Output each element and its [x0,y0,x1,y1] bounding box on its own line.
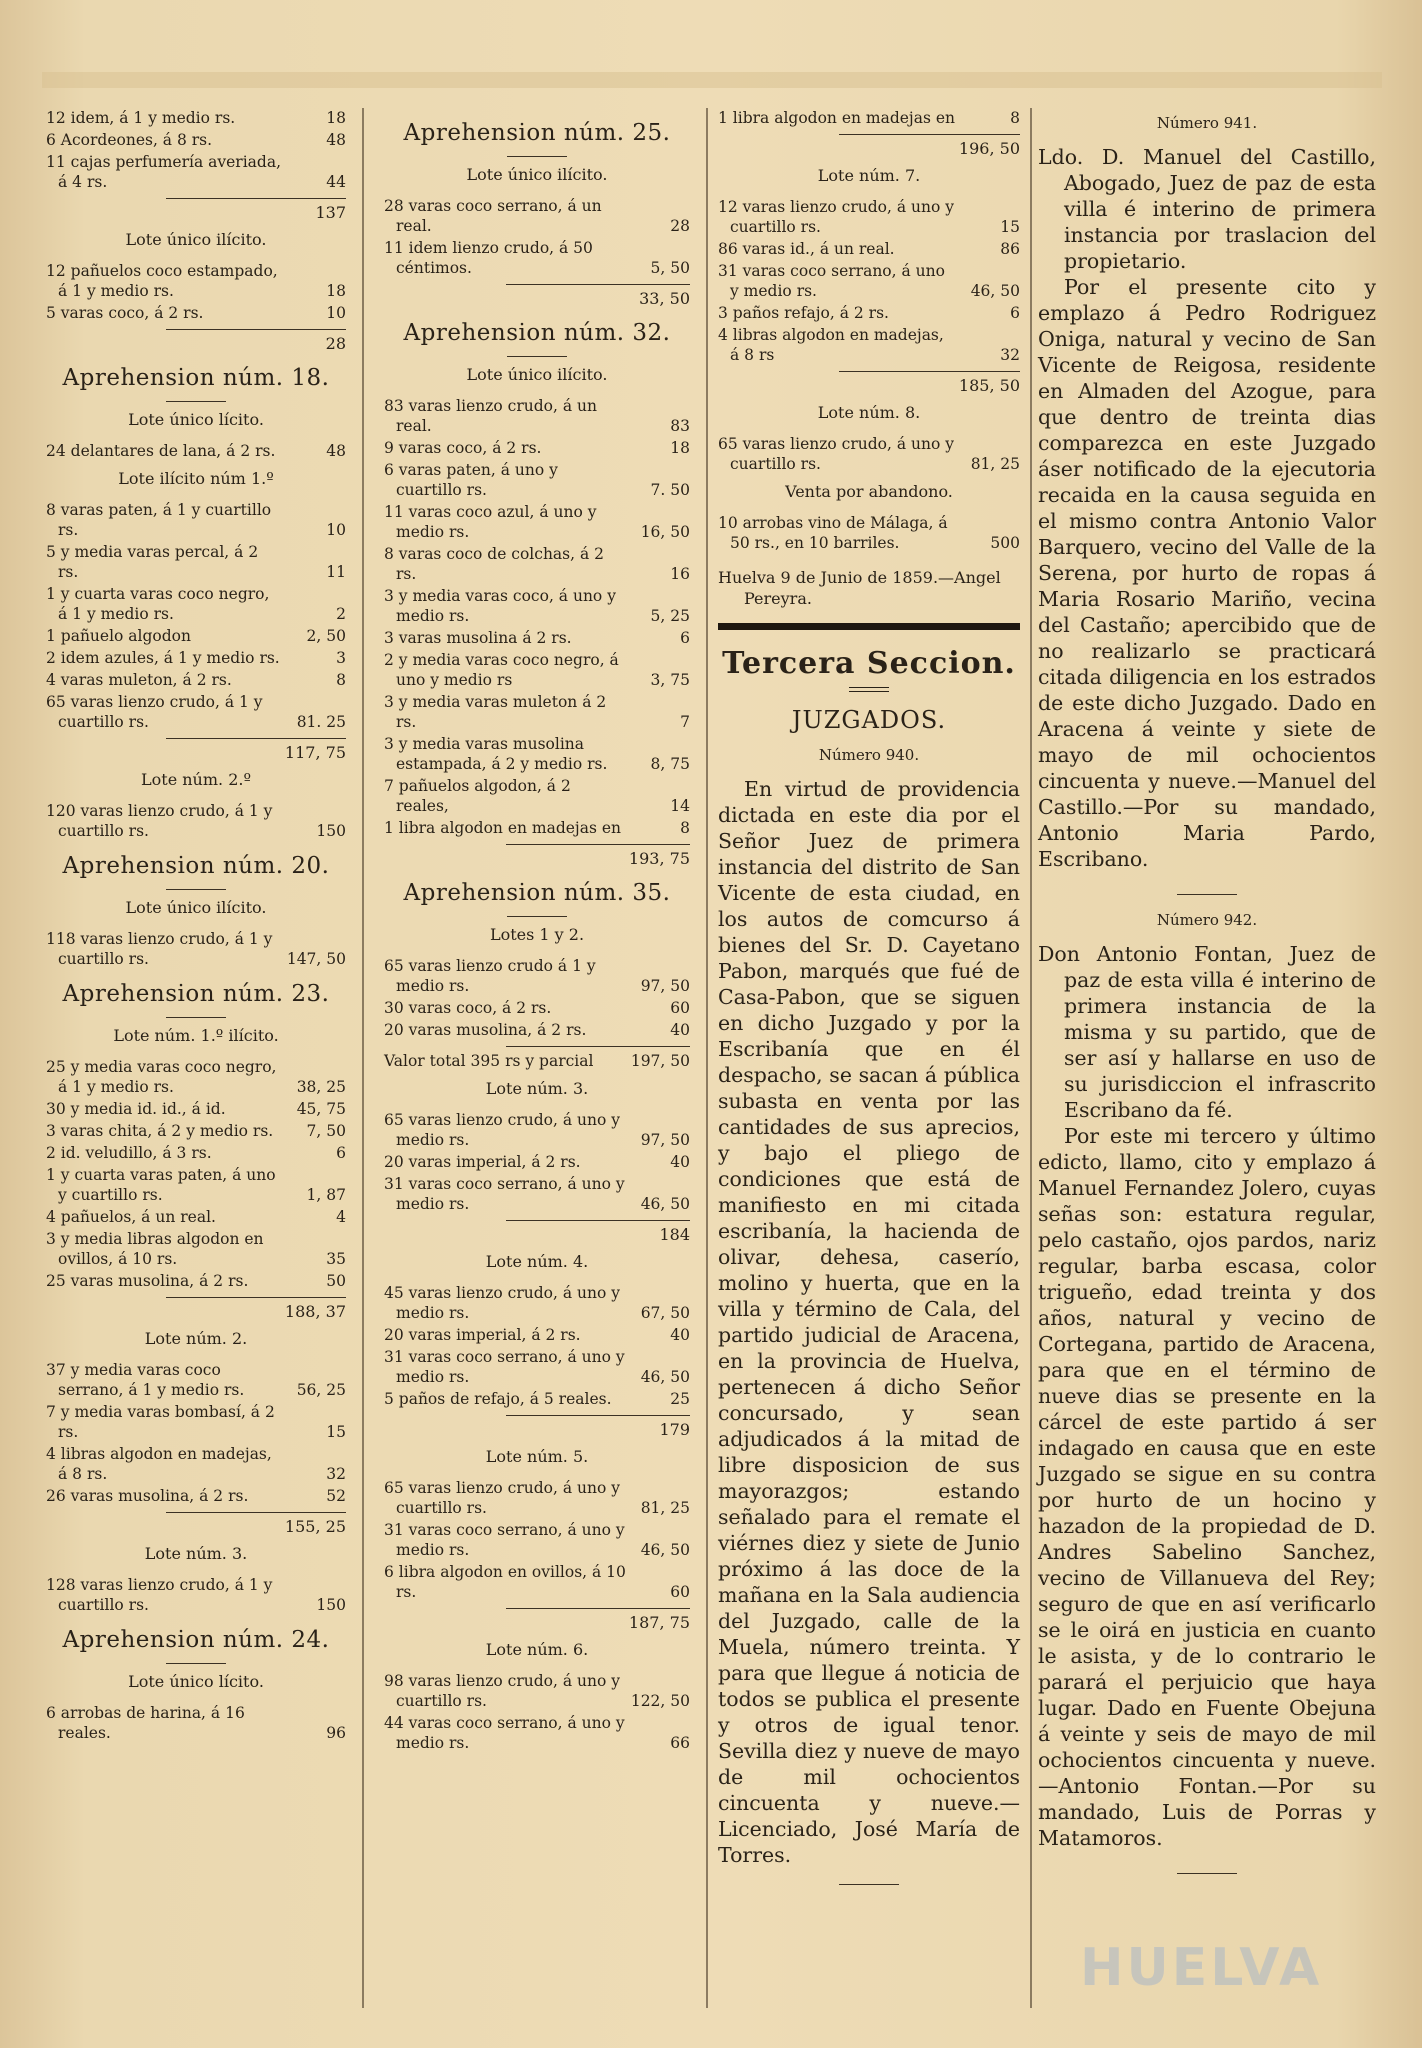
item-value: 67, 50 [640,1304,690,1322]
list-item [46,130,346,150]
item-description: 3 y media varas muleton á 2 rs. [384,693,607,731]
item-value: 60 [670,999,690,1017]
item-description: 1 pañuelo algodon [46,627,191,645]
list-item [384,1671,690,1711]
list-item [46,1121,346,1141]
item-description: 31 varas coco serrano, á uno y medio rs. [718,262,945,300]
lote-heading: Lote único ilícito. [125,230,267,249]
title-rule [166,1663,226,1664]
notice-body: Por este mi tercero y último edicto, llamo, cito y emplazo á Manuel Fernandez Jolero, cuyas señas son: estatura regular, pelo castaño, ojos pardos, nariz regular, barba escasa, color trigueño, edad treinta y dos años, natural y vecino de Cortegana, partido de Aracena, para que en el término de nueve dias se presente en la cárcel de este partido á ser indagado en causa que en este Juzgado se sigue en su contra por hurto de un hocino y hazadon de la propiedad de D. Andres Sabelino Sanchez, vecino de Villanueva del Rey; seguro de que en así verificarlo se le oirá en justicia en cuanto le asista, y de lo contrario le parará el perjuicio que haya lugar. Dado en Fuente Obejuna á veinte y seis de mayo de mil ochocientos cincuenta y nueve.—Antonio Fontan.—Por su mandado, Luis de Porras y Matamoros. [1038,1124,1376,1850]
item-value: 48 [326,442,346,460]
list-item [384,1562,690,1602]
list-item [46,801,346,841]
section-rule [718,623,1020,630]
list-item [384,1478,690,1518]
notice-body: En virtud de providencia dictada en este dia por el Señor Juez de primera instancia del distrito de San Vicente de esta ciudad, en los autos de comcurso á bienes del Sr. D. Cayetano Pabon, marqués que fué de Casa-Pabon, que se siguen en dicho Juzgado y por la Escribanía que en él despacho, se sacan á pública subasta en venta por las cantidades de sus aprecios, y bajo el pliego de condiciones que está de manifiesto en mi citada escribanía, la hacienda de olivar, dehesa, caserío, molino y huerta, que en la villa y término de Cala, del partido judicial de Aracena, en la provincia de Huelva, pertenecen á dicho Señor concursado, y sean adjudicados á la mitad de libre disposicion de sus mayorazgos; estando señalado para el remate el viérnes diez y siete de Junio próximo á las doce de la mañana en la Sala audiencia del Juzgado, calle de la Muela, número treinta. Y para que llegue á noticia de todos se publica el presente y otros de igual tenor. Sevilla diez y nueve de mayo de mil ochocientos cincuenta y nueve.—Licenciado, José María de Torres. [718,777,1020,1867]
list-item [718,261,1020,301]
item-value: 66 [670,1734,690,1752]
item-value: 10 [326,304,346,322]
lote-heading: Lote núm. 1.º ilícito. [113,1026,279,1045]
list-item [46,1402,346,1442]
lote-heading: Lote núm. 2.º [141,770,251,789]
list-item [718,513,1020,553]
item-description: 30 y media id. id., á id. [46,1100,226,1118]
item-value: 16, 50 [640,523,690,541]
list-item [384,196,690,236]
item-value: 2, 50 [306,627,346,645]
double-rule [849,687,889,692]
notice-number: Número 940. [818,746,920,764]
end-rule [1177,1873,1237,1874]
lote-heading: Lote único ilícito. [125,898,267,917]
aprehension-title: Aprehension núm. 20. [62,853,330,879]
item-value: 46, 50 [640,1195,690,1213]
dateline: Huelva 9 de Junio de 1859.—Angel Pereyra. [718,568,1001,608]
item-value: 48 [326,131,346,149]
column-4 [1038,108,1376,1874]
item-description: 45 varas lienzo crudo, á uno y medio rs. [384,1284,621,1322]
item-description: 128 varas lienzo crudo, á 1 y cuartillo rs. [46,1576,273,1614]
item-description: 8 varas paten, á 1 y cuartillo rs. [46,501,272,539]
item-value: 44 [326,173,346,191]
list-item [46,648,346,668]
title-rule [166,889,226,890]
sum-rule [166,738,346,739]
sum-rule [506,1415,690,1416]
subtotal: 33, 50 [639,289,690,308]
item-description: 2 y media varas coco negro, á uno y medio rs [384,651,619,689]
list-item [46,1165,346,1205]
item-description: 3 y media varas coco, á uno y medio rs. [384,587,616,625]
list-item [384,818,690,838]
list-item [46,261,346,301]
item-value: 97, 50 [640,977,690,995]
list-item [718,325,1020,365]
item-value: 81. 25 [296,713,346,731]
item-value: 2 [336,605,346,623]
title-rule [507,356,567,357]
item-description: 1 y cuarta varas paten, á uno y cuartillo rs. [46,1166,276,1204]
item-value: 60 [670,1583,690,1601]
item-description: 20 varas imperial, á 2 rs. [384,1326,581,1344]
item-value: 45, 75 [296,1100,346,1118]
item-description: 25 y media varas coco negro, á 1 y medio rs. [46,1058,277,1096]
list-item [384,1152,690,1172]
item-value: 32 [326,1465,346,1483]
item-description: 28 varas coco serrano, á un real. [384,197,602,235]
item-description: 1 libra algodon en madejas en [384,819,622,837]
subtotal: 28 [325,334,346,353]
item-description: 1 y cuarta varas coco negro, á 1 y medio rs. [46,585,270,623]
list-item [718,434,1020,474]
item-value: 81, 25 [970,455,1020,473]
list-item [384,544,690,584]
list-item [46,1703,346,1743]
item-description: 4 varas muleton, á 2 rs. [46,671,232,689]
item-description: 1 libra algodon en madejas en [718,109,956,127]
item-description: 3 varas musolina á 2 rs. [384,629,572,647]
item-value: 8, 75 [650,755,690,773]
list-item [384,1174,690,1214]
list-item [46,670,346,690]
item-value: 96 [326,1724,346,1742]
lote-heading: Lote núm. 8. [817,403,921,422]
item-description: Valor total 395 rs y parcial [384,1052,594,1070]
item-description: 25 varas musolina, á 2 rs. [46,1272,249,1290]
notice-number: Número 941. [1156,114,1258,132]
list-item [384,1389,690,1409]
list-item [46,108,346,128]
item-value: 150 [316,822,346,840]
sum-rule [166,1512,346,1513]
subtotal: 155, 25 [284,1517,346,1536]
item-description: 44 varas coco serrano, á uno y medio rs. [384,1714,625,1752]
item-value: 1, 87 [306,1186,346,1204]
item-value: 32 [1000,346,1020,364]
lote-heading: Lote núm. 5. [485,1447,589,1466]
list-item [46,1271,346,1291]
item-description: 3 paños refajo, á 2 rs. [718,304,889,322]
item-value: 86 [1000,240,1020,258]
column-3 [718,108,1020,1893]
column-divider [1030,108,1032,2008]
sum-rule [166,198,346,199]
item-description: 3 y media varas musolina estampada, á 2 y medio rs. [384,735,608,773]
list-item [384,692,690,732]
lote-heading: Lote ilícito núm 1.º [118,469,274,488]
list-item [718,197,1020,237]
item-description: 6 libra algodon en ovillos, á 10 rs. [384,1563,626,1601]
item-value: 7, 50 [306,1122,346,1140]
list-item [46,584,346,624]
list-item [384,396,690,436]
lote-heading: Lote único ilícito. [466,365,608,384]
item-description: 31 varas coco serrano, á uno y medio rs. [384,1521,625,1559]
item-description: 12 pañuelos coco estampado, á 1 y medio rs. [46,262,278,300]
sum-rule [506,1046,690,1047]
item-description: 120 varas lienzo crudo, á 1 y cuartillo rs. [46,802,273,840]
item-description: 65 varas lienzo crudo, á uno y cuartillo rs. [718,435,955,473]
list-item [46,152,346,192]
item-value: 10 [326,521,346,539]
aprehension-title: Aprehension núm. 23. [62,981,330,1007]
item-description: 4 pañuelos, á un real. [46,1208,216,1226]
section-heading: JUZGADOS. [791,706,947,734]
list-item [718,239,1020,259]
list-item [384,776,690,816]
item-description: 3 y media libras algodon en ovillos, á 10 rs. [46,1230,264,1268]
item-value: 11 [326,563,346,581]
item-description: 37 y media varas coco serrano, á 1 y medio rs. [46,1361,245,1399]
list-item [46,692,346,732]
item-value: 40 [670,1153,690,1171]
list-item [46,1486,346,1506]
lote-heading: Lote núm. 3. [485,1079,589,1098]
paper-fold-shadow [42,72,1382,88]
item-value: 8 [1010,109,1020,127]
item-value: 6 [1010,304,1020,322]
sum-rule [839,134,1020,135]
subtotal: 188, 37 [284,1302,346,1321]
column-1-list [46,108,346,1745]
sum-rule [506,284,690,285]
item-value: 6 [336,1144,346,1162]
item-description: 10 arrobas vino de Málaga, á 50 rs., en 10 barriles. [718,514,948,552]
notice-heading: Ldo. D. Manuel del Castillo, Abogado, Juez de paz de esta villa é interino de primera instancia por traslacion del propietario. [1038,145,1376,273]
item-value: 28 [670,217,690,235]
list-item [384,586,690,626]
item-value: 3 [336,649,346,667]
item-value: 7. 50 [650,481,690,499]
item-value: 38, 25 [296,1078,346,1096]
title-rule [166,1017,226,1018]
list-item [46,626,346,646]
item-description: 12 varas lienzo crudo, á uno y cuartillo rs. [718,198,955,236]
item-description: 98 varas lienzo crudo, á uno y cuartillo rs. [384,1672,621,1710]
item-description: 5 y media varas percal, á 2 rs. [46,543,259,581]
item-description: 31 varas coco serrano, á uno y medio rs. [384,1175,625,1213]
item-description: 7 y media varas bombasí, á 2 rs. [46,1403,275,1441]
item-description: 7 pañuelos algodon, á 2 reales, [384,777,571,815]
item-description: 26 varas musolina, á 2 rs. [46,1487,249,1505]
list-item [384,1520,690,1560]
list-item [46,1444,346,1484]
aprehension-title: Aprehension núm. 18. [62,365,330,391]
item-description: 65 varas lienzo crudo, á uno y medio rs. [384,1111,621,1149]
list-item [46,441,346,461]
list-item [384,734,690,774]
item-description: 2 idem azules, á 1 y medio rs. [46,649,280,667]
item-value: 15 [1000,218,1020,236]
lote-heading: Lotes 1 y 2. [489,925,585,944]
list-item [384,502,690,542]
item-value: 46, 50 [970,282,1020,300]
item-description: 9 varas coco, á 2 rs. [384,439,542,457]
item-description: 31 varas coco serrano, á uno y medio rs. [384,1348,625,1386]
list-item [46,1207,346,1227]
column-divider [362,108,364,2008]
item-value: 40 [670,1326,690,1344]
item-value: 16 [670,565,690,583]
item-value: 46, 50 [640,1368,690,1386]
subtotal: 179 [659,1420,690,1439]
subtotal: 185, 50 [958,376,1020,395]
list-item [46,1360,346,1400]
list-item [46,1229,346,1269]
item-description: 5 varas coco, á 2 rs. [46,304,204,322]
list-item [384,628,690,648]
sum-rule [839,371,1020,372]
subtotal: 193, 75 [628,849,690,868]
item-value: 147, 50 [286,950,346,968]
sum-rule [506,1608,690,1609]
aprehension-title: Aprehension núm. 24. [62,1627,330,1653]
item-value: 8 [336,671,346,689]
list-item [384,1110,690,1150]
item-value: 500 [990,534,1020,552]
list-item [46,303,346,323]
subtotal: 117, 75 [284,743,346,762]
item-description: 6 varas paten, á uno y cuartillo rs. [384,461,558,499]
item-value: 56, 25 [296,1381,346,1399]
item-value: 52 [326,1487,346,1505]
item-value: 40 [670,1021,690,1039]
item-description: 11 idem lienzo crudo, á 50 céntimos. [384,239,593,277]
item-value: 50 [326,1272,346,1290]
list-item [384,1347,690,1387]
item-description: 118 varas lienzo crudo, á 1 y cuartillo rs. [46,930,273,968]
list-item [384,1713,690,1753]
list-item [384,650,690,690]
item-description: 6 arrobas de harina, á 16 reales. [46,1704,245,1742]
lote-heading: Lote núm. 4. [485,1252,589,1271]
item-value: 25 [670,1390,690,1408]
sum-rule [506,844,690,845]
notice-number: Número 942. [1156,911,1258,929]
end-rule [839,1884,899,1885]
lote-heading: Lote núm. 3. [144,1544,248,1563]
item-description: 5 paños de refajo, á 5 reales. [384,1390,612,1408]
subtotal: 187, 75 [628,1613,690,1632]
list-item [384,238,690,278]
item-description: 24 delantares de lana, á 2 rs. [46,442,276,460]
section-title: Tercera Seccion. [722,646,1016,681]
title-rule [507,156,567,157]
list-item [384,460,690,500]
column-3-list [718,108,1020,553]
list-item [46,1143,346,1163]
lote-heading: Lote único ilícito. [466,165,608,184]
notice-heading: Don Antonio Fontan, Juez de paz de esta villa é interino de primera instancia de la misma y su partido, que de ser así y hallarse en uso de su jurisdiccion el infrascrito Escribano da fé. [1038,942,1376,1122]
end-rule [1177,894,1237,895]
lote-heading: Venta por abandono. [785,482,953,501]
list-item [46,1575,346,1615]
item-value: 18 [670,439,690,457]
item-description: 4 libras algodon en madejas, á 8 rs [718,326,944,364]
item-value: 5, 25 [650,607,690,625]
aprehension-title: Aprehension núm. 25. [403,120,671,146]
item-value: 83 [670,417,690,435]
list-item [384,956,690,996]
aprehension-title: Aprehension núm. 35. [403,880,671,906]
item-value: 97, 50 [640,1131,690,1149]
title-rule [507,916,567,917]
item-description: 11 varas coco azul, á uno y medio rs. [384,503,597,541]
subtotal: 137 [315,203,346,222]
list-item [718,108,1020,128]
item-description: 20 varas imperial, á 2 rs. [384,1153,581,1171]
item-description: 12 idem, á 1 y medio rs. [46,109,236,127]
subtotal: 196, 50 [958,139,1020,158]
item-description: 86 varas id., á un real. [718,240,895,258]
list-item [384,998,690,1018]
item-description: 11 cajas perfumería averiada, á 4 rs. [46,153,281,191]
lote-heading: Lote núm. 7. [817,166,921,185]
sum-rule [166,329,346,330]
column-2-list [384,108,690,1755]
item-value: 122, 50 [630,1692,690,1710]
notice-body: Por el presente cito y emplazo á Pedro Rodriguez Oniga, natural y vecino de San Vicente de Reigosa, residente en Almaden del Azogue, para que dentro de treinta dias comparezca en este Juzgado áser notificado de la ejecutoria recaida en la causa seguida en el mismo contra Antonio Valor Barquero, vecino del Valle de la Serena, por hurto de ropas á Maria Rosario Mariño, vecina del Castaño; apercibido que de no realizarlo se practicará citada diligencia en los estrados de este dicho Juzgado. Dado en Aracena á veinte y siete de mayo de mil ochocientos cincuenta y nueve.—Manuel del Castillo.—Por su mandado, Antonio Maria Pardo, Escribano. [1038,275,1376,871]
list-item [46,929,346,969]
item-value: 150 [316,1596,346,1614]
sum-rule [506,1220,690,1221]
list-item [384,1020,690,1040]
sum-rule [166,1297,346,1298]
item-value: 46, 50 [640,1541,690,1559]
list-item [718,303,1020,323]
item-description: 3 varas chita, á 2 y medio rs. [46,1122,274,1140]
list-item [46,500,346,540]
list-item [46,542,346,582]
item-description: 83 varas lienzo crudo, á un real. [384,397,597,435]
list-item [384,438,690,458]
item-description: 4 libras algodon en madejas, á 8 rs. [46,1445,272,1483]
item-value: 6 [680,629,690,647]
item-description: 20 varas musolina, á 2 rs. [384,1021,587,1039]
item-description: 8 varas coco de colchas, á 2 rs. [384,545,605,583]
watermark: HUELVA [1080,1938,1323,1998]
item-description: 30 varas coco, á 2 rs. [384,999,552,1017]
lote-heading: Lote núm. 6. [485,1640,589,1659]
item-value: 197, 50 [630,1052,690,1070]
list-item [46,1057,346,1097]
list-item [384,1051,690,1071]
item-value: 7 [680,713,690,731]
item-value: 14 [670,797,690,815]
item-description: 6 Acordeones, á 8 rs. [46,131,213,149]
subtotal: 184 [659,1225,690,1244]
aprehension-title: Aprehension núm. 32. [403,320,671,346]
item-value: 8 [680,819,690,837]
lote-heading: Lote núm. 2. [144,1329,248,1348]
item-value: 4 [336,1208,346,1226]
item-value: 35 [326,1250,346,1268]
item-value: 18 [326,109,346,127]
item-description: 65 varas lienzo crudo á 1 y medio rs. [384,957,596,995]
title-rule [166,401,226,402]
list-item [46,1099,346,1119]
item-value: 5, 50 [650,259,690,277]
item-description: 65 varas lienzo crudo, á uno y cuartillo rs. [384,1479,621,1517]
list-item [384,1325,690,1345]
item-description: 2 id. veludillo, á 3 rs. [46,1144,212,1162]
column-divider [706,108,708,2008]
item-value: 18 [326,282,346,300]
item-value: 3, 75 [650,671,690,689]
lote-heading: Lote único lícito. [128,410,264,429]
lote-heading: Lote único lícito. [128,1672,264,1691]
item-value: 15 [326,1423,346,1441]
item-value: 81, 25 [640,1499,690,1517]
list-item [384,1283,690,1323]
item-description: 65 varas lienzo crudo, á 1 y cuartillo rs. [46,693,263,731]
